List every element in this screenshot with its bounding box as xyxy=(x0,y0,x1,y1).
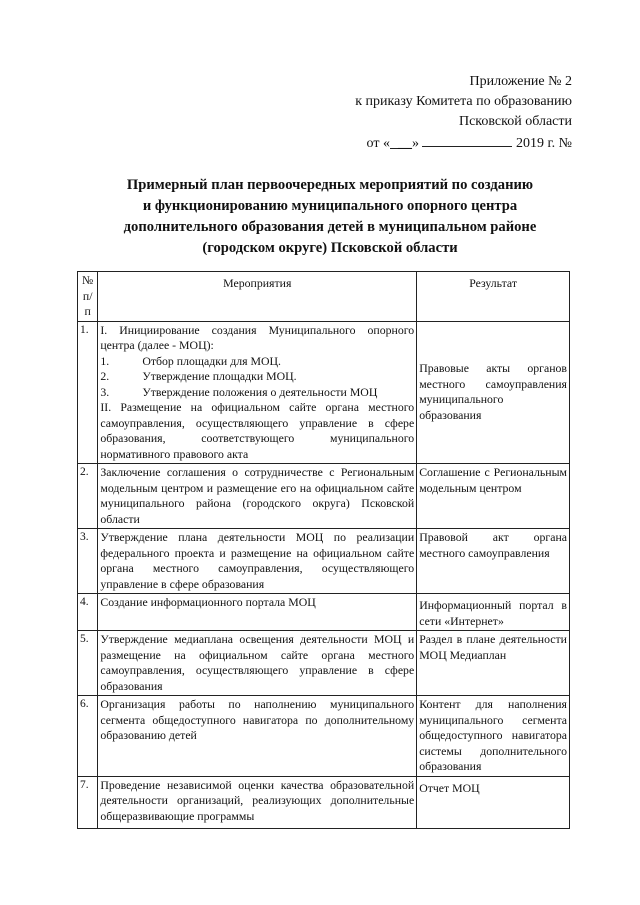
subitem-text: Отбор площадки для МОЦ. xyxy=(142,353,281,368)
title-line-3: дополнительного образования детей в муниципальном районе xyxy=(123,219,537,235)
row-result: Правовой акт органа местного самоуправления xyxy=(417,529,570,594)
row-num: 6. xyxy=(78,696,98,777)
row-result: Информационный портал в сети «Интернет» xyxy=(417,594,570,631)
subitem-text: Утверждение положения о деятельности МОЦ xyxy=(142,384,378,399)
row-activity: Утверждение плана деятельности МОЦ по реализации федерального проекта и размещение на официальном сайте органа местного самоуправления, осуществляющего управление в сфере образования xyxy=(98,529,417,594)
table-row xyxy=(78,321,570,464)
subitem xyxy=(100,369,414,385)
subitem xyxy=(100,385,414,401)
table-row xyxy=(78,631,570,696)
subitem-text: Утверждение площадки МОЦ. xyxy=(142,369,297,383)
row-num: 1. xyxy=(78,321,98,464)
row-activity: Заключение соглашения о сотрудничестве с Региональным модельным центром и размещение его на официальном сайте муниципального района (городского округа) Псковской области xyxy=(98,464,417,529)
date-middle: » xyxy=(411,136,419,151)
row-activity: Проведение независимой оценки качества образовательной деятельности организаций, реализующих дополнительные общеразвивающие программы xyxy=(98,776,417,828)
row-num: 3. xyxy=(78,529,98,594)
date-month-blank xyxy=(422,132,512,147)
title-line-4: (городском округе) Псковской области xyxy=(202,240,458,256)
title-line-2: и функционированию муниципального опорного центра xyxy=(142,198,518,214)
row-result: Контент для наполнения муниципального сегмента общедоступного навигатора системы дополнительного образования xyxy=(417,696,570,777)
table-row xyxy=(78,529,570,594)
activity-outro: II. Размещение на официальном сайте органа местного самоуправления, осуществляющего управление в сфере образования, соответствующего муниципального нормативного правового акта xyxy=(100,400,415,461)
row-result: Раздел в плане деятельности МОЦ Медиаплан xyxy=(417,631,570,696)
row-num: 5. xyxy=(78,631,98,696)
row-activity: Организация работы по наполнению муниципального сегмента общедоступного навигатора по дополнительному образованию детей xyxy=(98,696,417,777)
table-row xyxy=(78,464,570,529)
plan-table xyxy=(77,271,570,829)
row-result: Соглашение с Региональным модельным центром xyxy=(417,464,570,529)
row-num: 4. xyxy=(78,594,98,631)
appendix-header xyxy=(355,72,572,154)
row-activity: Утверждение медиаплана освещения деятельности МОЦ и размещение на официальном сайте органа местного самоуправления, осуществляющего управление в сфере образования xyxy=(98,631,417,696)
region-line: Псковской области xyxy=(458,114,572,129)
row-result: Отчет МОЦ xyxy=(417,776,570,828)
date-year: 2019 г. № xyxy=(515,136,572,151)
subitem-num: 1. xyxy=(100,353,110,368)
header-num: № п/п xyxy=(78,272,98,322)
subitem xyxy=(100,354,414,370)
date-day: __ xyxy=(390,134,412,149)
subitem-num: 3. xyxy=(100,384,110,399)
table-header-row xyxy=(78,272,570,322)
header-result: Результат xyxy=(417,272,570,322)
date-prefix: от « xyxy=(366,136,390,151)
row-num: 2. xyxy=(78,464,98,529)
row-num: 7. xyxy=(78,776,98,828)
row-activity xyxy=(98,321,417,464)
table-row xyxy=(78,776,570,828)
table-row xyxy=(78,594,570,631)
appendix-title: Приложение № 2 xyxy=(469,74,572,89)
table-row xyxy=(78,696,570,777)
document-title xyxy=(80,175,580,259)
subitem-num: 2. xyxy=(100,369,110,383)
order-line: к приказу Комитета по образованию xyxy=(355,94,572,109)
row-result: Правовые акты органов местного самоуправления муниципального образования xyxy=(417,321,570,464)
date-line xyxy=(355,132,572,154)
title-line-1: Примерный план первоочередных мероприятий по созданию xyxy=(126,177,534,193)
activity-intro: I. Инициирование создания Муниципального опорного центра (далее - МОЦ): xyxy=(100,322,415,352)
row-activity: Создание информационного портала МОЦ xyxy=(98,594,417,631)
header-activity: Мероприятия xyxy=(98,272,417,322)
